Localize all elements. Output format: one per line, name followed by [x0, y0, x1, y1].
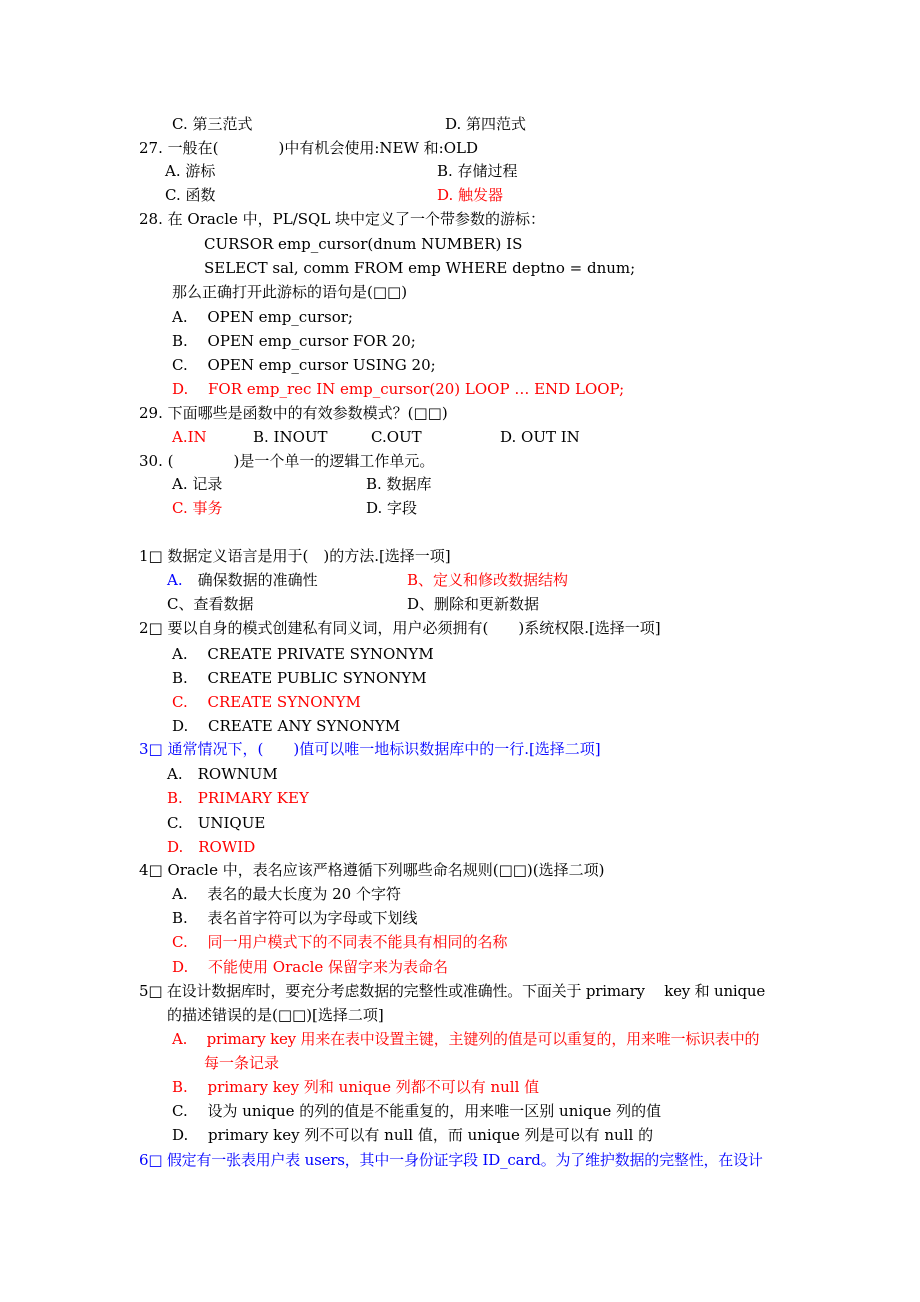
p2-q4-stem: 4□ Oracle 中，表名应该严格遵循下列哪些命名规则(□□)(选择二项) — [139, 861, 605, 879]
q28-ask: 那么正确打开此游标的语句是(□□) — [172, 283, 408, 301]
p2-q1-option-a: A. 确保数据的准确性 — [167, 571, 318, 589]
p2-q2-option-d: D. CREATE ANY SYNONYM — [172, 717, 401, 735]
p2-q4-option-d-answer: D. 不能使用 Oracle 保留字来为表命名 — [172, 958, 449, 976]
q28-option-d-answer: D. FOR emp_rec IN emp_cursor(20) LOOP … END LOOP; — [172, 380, 625, 398]
p2-q1-option-b-answer: B、定义和修改数据结构 — [407, 571, 569, 589]
q30-option-d: D. 字段 — [366, 499, 418, 517]
p2-q1-stem: 1□ 数据定义语言是用于( )的方法.[选择一项] — [139, 547, 451, 565]
p2-q4-option-b: B. 表名首字符可以为字母或下划线 — [172, 909, 418, 927]
q28-option-c: C. OPEN emp_cursor USING 20; — [172, 356, 436, 374]
p2-q5-option-d: D. primary key 列不可以有 null 值，而 unique 列是可以有 null 的 — [172, 1126, 654, 1144]
q28-option-b: B. OPEN emp_cursor FOR 20; — [172, 332, 416, 350]
p2-q5-stem-line-2: 的描述错误的是(□□)[选择二项] — [167, 1006, 384, 1024]
q27-option-b: B. 存储过程 — [437, 162, 518, 180]
p2-q3-option-b-answer: B. PRIMARY KEY — [167, 789, 309, 807]
q29-option-b: B. INOUT — [253, 428, 328, 446]
p2-q1-option-d: D、删除和更新数据 — [407, 595, 540, 613]
q28-code-line-2: SELECT sal, comm FROM emp WHERE deptno = dnum; — [204, 259, 636, 277]
q30-option-b: B. 数据库 — [366, 475, 432, 493]
q29-option-c: C.OUT — [371, 428, 422, 446]
p2-q2-option-b: B. CREATE PUBLIC SYNONYM — [172, 669, 427, 687]
p2-q1-option-a-text: 确保数据的准确性 — [182, 571, 318, 589]
q30-stem: 30. ( )是一个单一的逻辑工作单元。 — [139, 452, 435, 470]
q29-option-d: D. OUT IN — [500, 428, 580, 446]
p2-q3-option-a: A. ROWNUM — [167, 765, 278, 783]
p2-q5-option-a-answer-line-1: A. primary key 用来在表中设置主键，主键列的值是可以重复的，用来唯一标识表中的 — [172, 1030, 760, 1048]
p2-q3-stem: 3□ 通常情况下，( )值可以唯一地标识数据库中的一行.[选择二项] — [139, 740, 601, 758]
p2-q5-option-c: C. 设为 unique 的列的值是不能重复的，用来唯一区别 unique 列的值 — [172, 1102, 662, 1120]
q28-stem: 28. 在 Oracle 中，PL/SQL 块中定义了一个带参数的游标： — [139, 210, 546, 228]
p2-q2-option-a: A. CREATE PRIVATE SYNONYM — [172, 645, 434, 663]
q30-option-a: A. 记录 — [172, 475, 223, 493]
q27-option-d-answer: D. 触发器 — [437, 186, 504, 204]
p2-q3-option-c: C. UNIQUE — [167, 814, 266, 832]
q28-option-a: A. OPEN emp_cursor; — [172, 308, 353, 326]
q27-option-c: C. 函数 — [165, 186, 216, 204]
p2-q3-option-d-answer: D. ROWID — [167, 838, 256, 856]
p2-q6-stem: 6□ 假定有一张表用户表 users，其中一身份证字段 ID_card。为了维护数据的完整性，在设计 — [139, 1151, 763, 1169]
p2-q4-option-c-answer: C. 同一用户模式下的不同表不能具有相同的名称 — [172, 933, 508, 951]
q28-code-line-1: CURSOR emp_cursor(dnum NUMBER) IS — [204, 235, 523, 253]
q29-option-a-answer: A.IN — [172, 428, 207, 446]
q30-option-c-answer: C. 事务 — [172, 499, 223, 517]
q26-option-c: C. 第三范式 — [172, 115, 253, 133]
p2-q1-option-c: C、查看数据 — [167, 595, 254, 613]
q29-stem: 29. 下面哪些是函数中的有效参数模式？(□□) — [139, 404, 448, 422]
p2-q2-option-c-answer: C. CREATE SYNONYM — [172, 693, 361, 711]
p2-q5-stem-line-1: 5□ 在设计数据库时，要充分考虑数据的完整性或准确性。下面关于 primary key 和 unique — [139, 982, 766, 1000]
p2-q5-option-a-answer-line-2: 每一条记录 — [204, 1054, 280, 1072]
q27-option-a: A. 游标 — [165, 162, 216, 180]
p2-q4-option-a: A. 表名的最大长度为 20 个字符 — [172, 885, 401, 903]
p2-q5-option-b-answer: B. primary key 列和 unique 列都不可以有 null 值 — [172, 1078, 540, 1096]
q27-stem: 27. 一般在( )中有机会使用:NEW 和:OLD — [139, 139, 478, 157]
q26-option-d: D. 第四范式 — [445, 115, 527, 133]
p2-q2-stem: 2□ 要以自身的模式创建私有同义词，用户必须拥有( )系统权限.[选择一项] — [139, 619, 661, 637]
